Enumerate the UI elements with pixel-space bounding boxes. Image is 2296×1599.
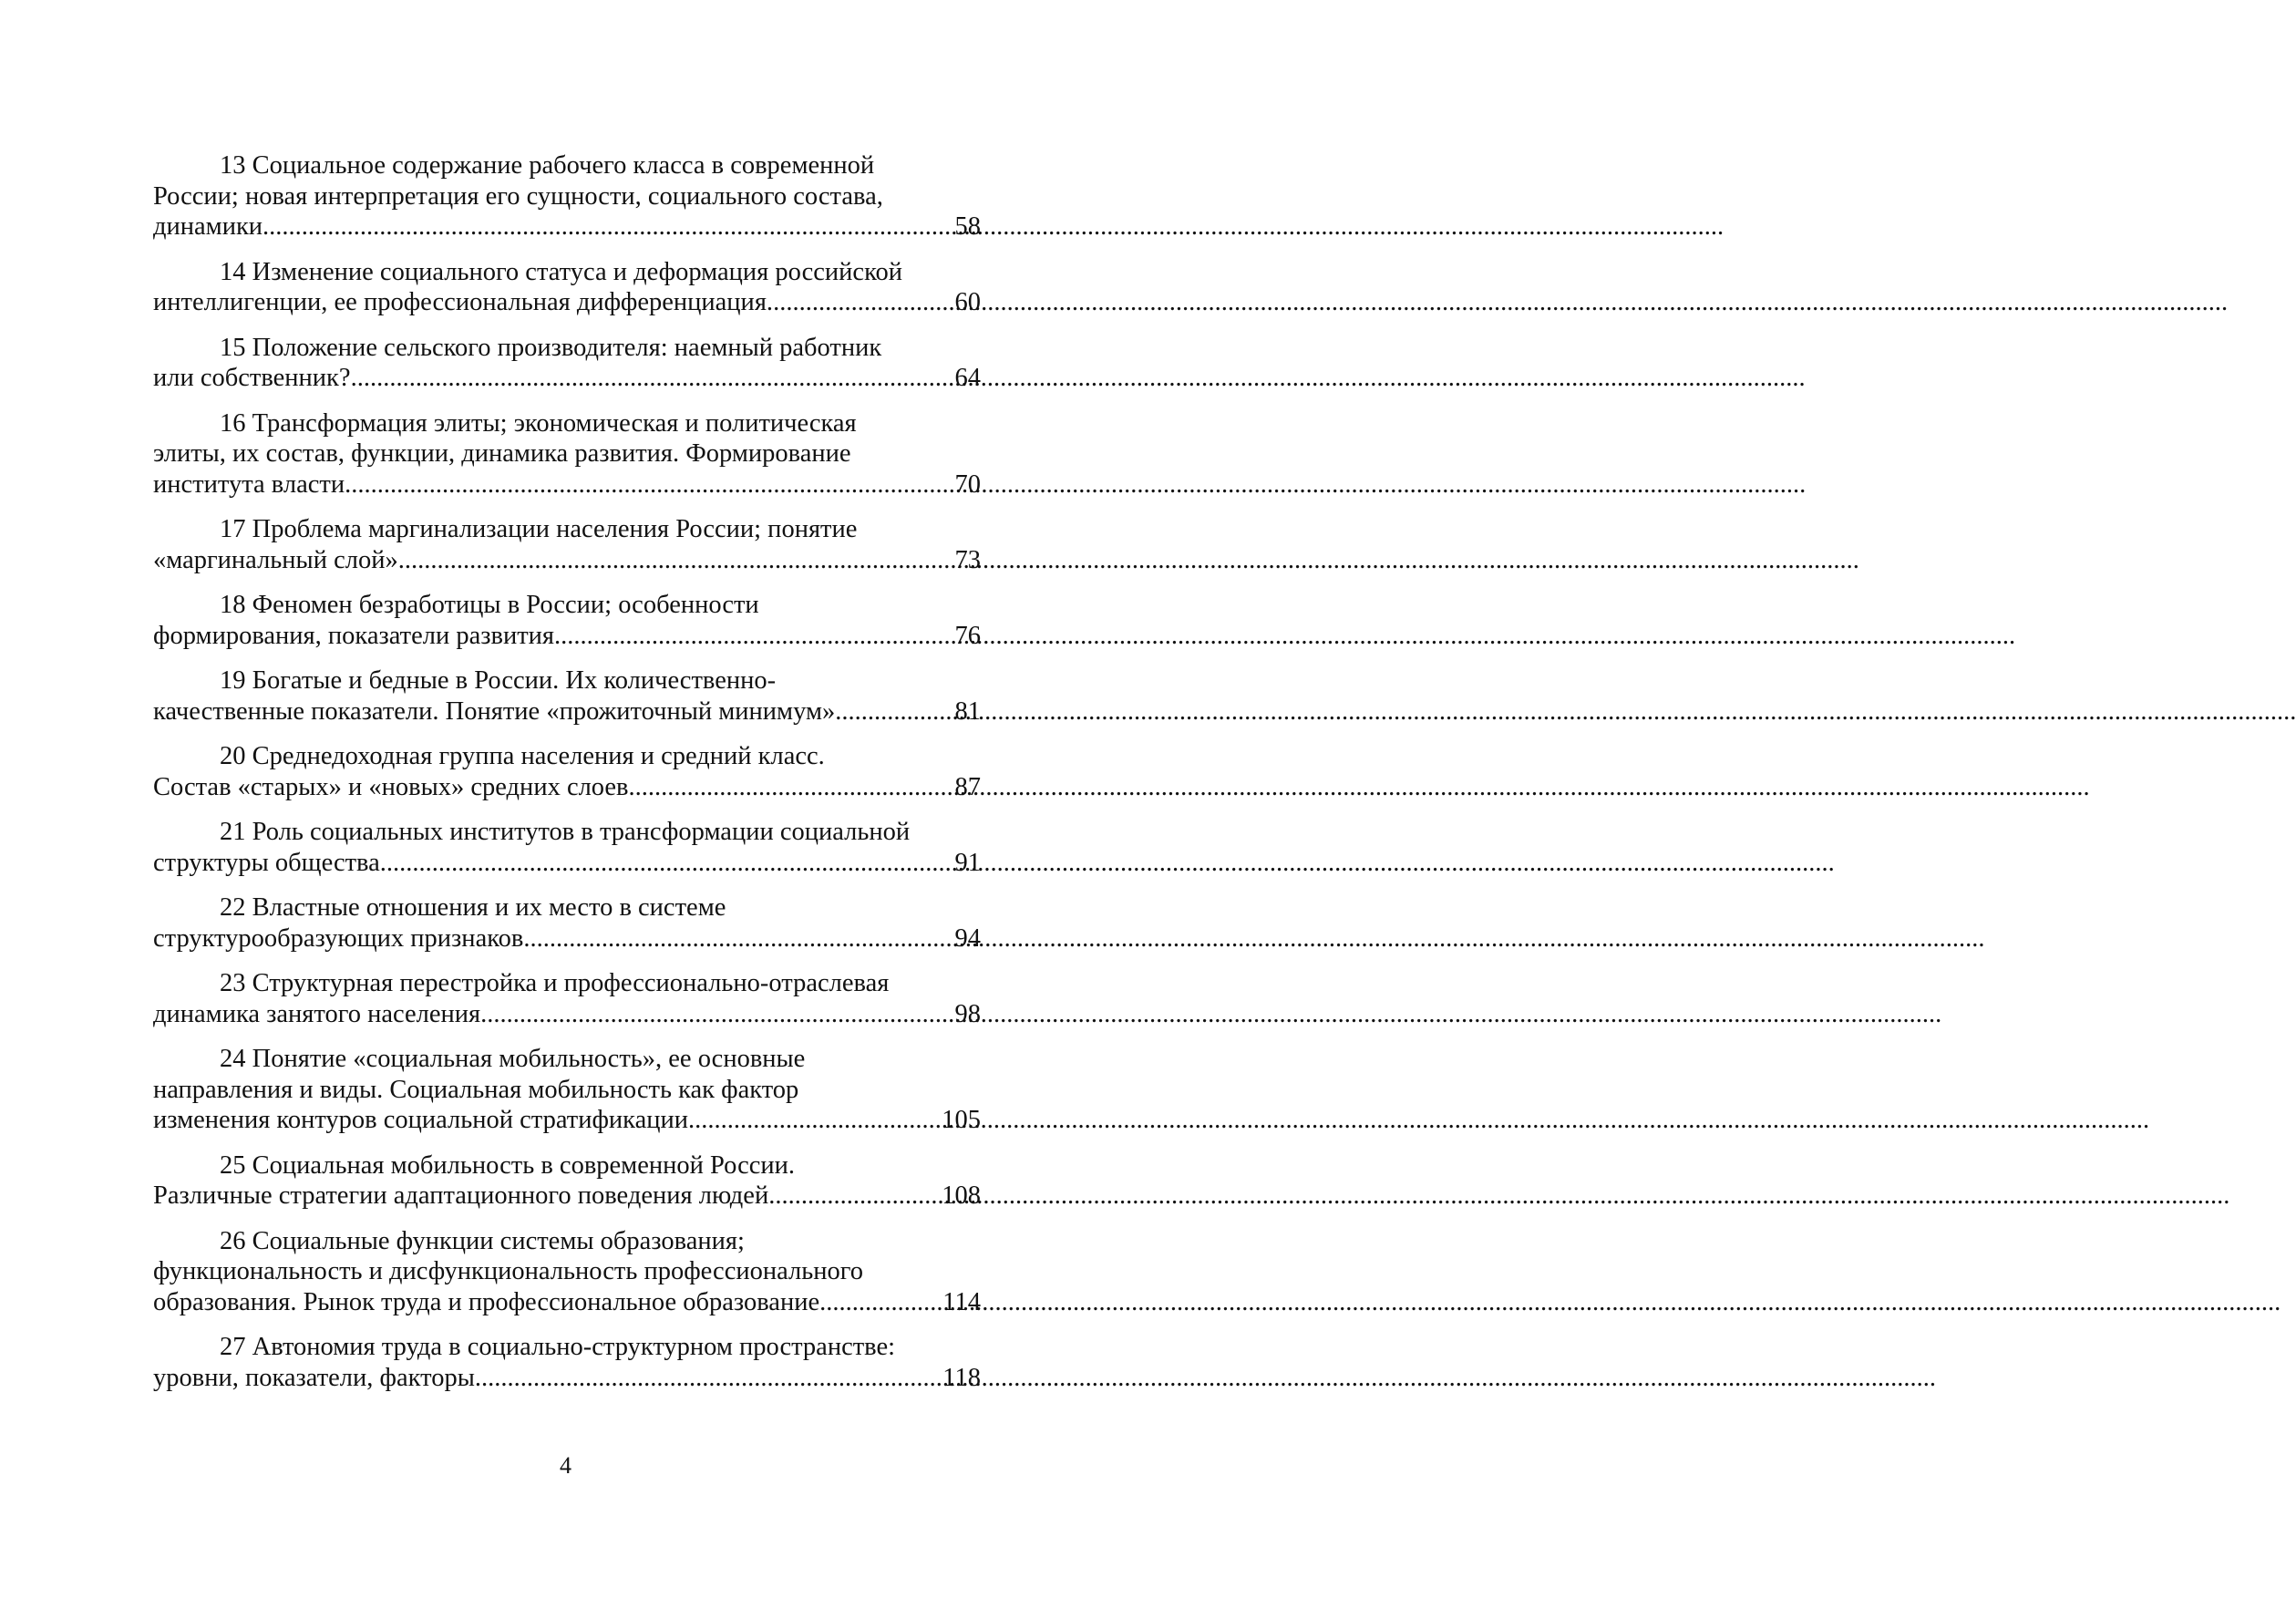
toc-entry[interactable] <box>153 741 981 802</box>
dot-leader <box>351 363 955 394</box>
toc-entry-continuation: России; новая интерпретация его сущности, социального состава, <box>153 181 883 211</box>
dot-leader <box>695 1105 942 1136</box>
dot-leader <box>635 772 955 803</box>
toc-entry-last-line <box>153 287 981 318</box>
toc-entry-last-line <box>153 545 981 576</box>
dot-leader <box>826 1287 942 1318</box>
toc-page-number: 81 <box>954 696 981 726</box>
toc-entry-text: динамики. <box>153 212 270 241</box>
dot-leader <box>405 545 955 576</box>
toc-entry-title: 20 Среднедоходная группа населения и средний класс. <box>220 742 825 770</box>
table-of-contents <box>153 150 981 1408</box>
toc-page-number: 108 <box>942 1181 981 1210</box>
toc-page-number: 73 <box>954 545 981 574</box>
toc-entry[interactable] <box>153 1044 981 1136</box>
toc-entry-title: 18 Феномен безработицы в России; особенности <box>220 591 759 619</box>
toc-entry-text: «маргинальный слой». <box>153 545 405 574</box>
toc-entry[interactable] <box>153 1332 981 1393</box>
toc-entry-continuation: направления и виды. Социальная мобильность как фактор <box>153 1075 799 1104</box>
dot-leader <box>269 211 954 242</box>
toc-entry-continuation: функциональность и дисфункциональность профессионального <box>153 1257 863 1285</box>
toc-entry-last-line <box>153 469 981 500</box>
toc-page-number: 76 <box>954 621 981 650</box>
toc-entry-text: интеллигенции, ее профессиональная дифференциация. <box>153 288 774 316</box>
toc-entry-last-line <box>153 1105 981 1136</box>
toc-entry-title: 26 Социальные функции системы образования; <box>220 1226 745 1255</box>
toc-page-number: 60 <box>954 288 981 316</box>
toc-entry-last-line <box>153 696 981 727</box>
toc-page-number: 91 <box>954 848 981 877</box>
toc-entry-last-line <box>153 1287 981 1318</box>
dot-leader <box>841 696 954 727</box>
toc-entry-title: 17 Проблема маргинализации населения России; понятие <box>220 515 858 543</box>
toc-entry[interactable] <box>153 665 981 727</box>
toc-entry-text: структурообразующих признаков. <box>153 923 530 953</box>
toc-entry-last-line <box>153 1363 981 1394</box>
toc-entry-text: уровни, показатели, факторы. <box>153 1363 481 1392</box>
toc-entry-text: изменения контуров социальной стратификации. <box>153 1106 695 1134</box>
toc-entry[interactable] <box>153 1150 981 1212</box>
toc-entry[interactable] <box>153 817 981 878</box>
dot-leader <box>487 999 954 1030</box>
dot-leader <box>530 923 954 954</box>
toc-entry-text: института власти. <box>153 469 352 499</box>
toc-entry-title: 14 Изменение социального статуса и деформация российской <box>220 257 902 286</box>
toc-entry-text: структуры общества <box>153 848 380 877</box>
toc-entry-last-line <box>153 1181 981 1212</box>
dot-leader <box>773 287 954 318</box>
toc-entry-last-line <box>153 211 981 242</box>
document-page <box>0 0 1131 1599</box>
toc-entry-text: качественные показатели. Понятие «прожиточный минимум». <box>153 696 842 726</box>
dot-leader <box>380 848 955 879</box>
toc-page-number: 98 <box>954 999 981 1028</box>
toc-entry[interactable] <box>153 333 981 394</box>
toc-entry[interactable] <box>153 150 981 242</box>
toc-page-number: 64 <box>954 364 981 392</box>
toc-entry-last-line <box>153 923 981 954</box>
dot-leader <box>351 469 954 500</box>
toc-entry[interactable] <box>153 590 981 651</box>
toc-entry-last-line <box>153 848 981 879</box>
toc-entry-title: 25 Социальная мобильность в современной России. <box>220 1150 796 1180</box>
toc-entry-title: 21 Роль социальных институтов в трансформации социальной <box>220 818 911 846</box>
toc-entry-last-line <box>153 999 981 1030</box>
toc-entry-title: 16 Трансформация элиты; экономическая и политическая <box>220 408 857 438</box>
toc-entry-text: или собственник? <box>153 364 351 392</box>
toc-entry-text: Различные стратегии адаптационного поведения людей. <box>153 1181 776 1210</box>
toc-entry[interactable] <box>153 892 981 954</box>
toc-entry-last-line <box>153 772 981 803</box>
toc-entry-title: 27 Автономия труда в социально-структурном пространстве: <box>220 1333 896 1361</box>
toc-entry-title: 13 Социальное содержание рабочего класса в современной <box>220 151 875 180</box>
toc-entry[interactable] <box>153 514 981 575</box>
dot-leader <box>481 1363 942 1394</box>
toc-page-number: 114 <box>942 1287 981 1316</box>
toc-entry[interactable] <box>153 257 981 318</box>
toc-page-number: 58 <box>954 212 981 241</box>
page-number: 4 <box>560 1452 571 1479</box>
dot-leader <box>561 621 954 652</box>
toc-entry-text: Состав «старых» и «новых» средних слоев. <box>153 772 635 801</box>
toc-entry-text: динамика занятого населения. <box>153 999 488 1028</box>
toc-entry-continuation: элиты, их состав, функции, динамика развития. Формирование <box>153 439 851 468</box>
toc-entry[interactable] <box>153 408 981 500</box>
toc-entry-last-line <box>153 621 981 652</box>
toc-entry-title: 23 Структурная перестройка и профессионально-отраслевая <box>220 969 890 997</box>
toc-entry-title: 22 Властные отношения и их место в системе <box>220 893 726 922</box>
dot-leader <box>775 1181 942 1212</box>
toc-page-number: 70 <box>954 469 981 499</box>
toc-page-number: 87 <box>954 772 981 801</box>
toc-entry-title: 19 Богатые и бедные в России. Их количественно- <box>220 666 777 695</box>
toc-entry[interactable] <box>153 1226 981 1318</box>
toc-page-number: 118 <box>942 1363 981 1392</box>
toc-page-number: 94 <box>954 923 981 953</box>
toc-entry-text: формирования, показатели развития. <box>153 621 561 650</box>
toc-entry-last-line <box>153 363 981 394</box>
toc-page-number: 105 <box>942 1106 981 1134</box>
toc-entry-title: 24 Понятие «социальная мобильность», ее основные <box>220 1045 806 1073</box>
toc-entry-title: 15 Положение сельского производителя: наемный работник <box>220 333 882 362</box>
toc-entry-text: образования. Рынок труда и профессиональное образование. <box>153 1287 827 1316</box>
toc-entry[interactable] <box>153 968 981 1029</box>
